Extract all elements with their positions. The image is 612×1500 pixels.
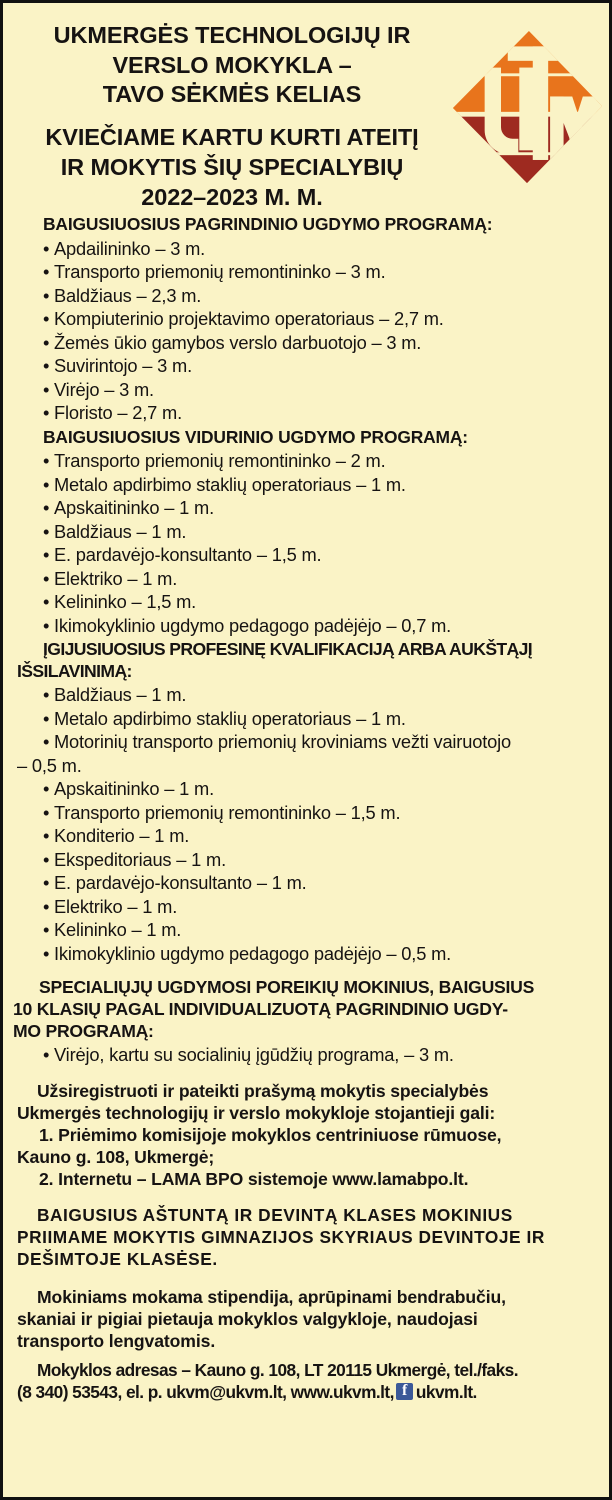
program-label: Virėjo, kartu su socialinių įgūdžių programa, – 3 m. (54, 1044, 454, 1066)
registration-line-1: Užsiregistruoti ir pateikti prašymą mokytis specialybės (37, 1080, 489, 1101)
program-label: Ikimokyklinio ugdymo pedagogo padėjėjo – 0,7 m. (54, 614, 452, 636)
bullet-icon: • (43, 544, 50, 566)
list-item (43, 567, 595, 591)
registration-option-2: 2. Internetu – LAMA BPO sistemoje www.lamabpo.lt. (39, 1169, 469, 1190)
registration-address: Kauno g. 108, Ukmergė; (17, 1146, 215, 1167)
contact-info (17, 1359, 595, 1403)
bullet-icon: • (43, 567, 50, 589)
bullet-icon: • (43, 731, 50, 753)
gymnasium-notice (17, 1204, 595, 1270)
section-heading-line-1: SPECIALIŲJŲ UGDYMOSI POREIKIŲ MOKINIUS, BAIGUSIUS (39, 977, 535, 998)
bullet-icon: • (43, 614, 50, 636)
program-label: Metalo apdirbimo staklių operatoriaus – 1 m. (54, 707, 406, 729)
list-item (43, 777, 595, 801)
benefits-line-3: transporto lengvatomis. (17, 1330, 216, 1351)
list-item (43, 590, 595, 614)
school-title-line-1: UKMERGĖS TECHNOLOGIJŲ IR (53, 22, 411, 48)
program-list (43, 1043, 595, 1067)
registration-line-2: Ukmergės technologijų ir verslo mokykloje stojantieji gali: (17, 1102, 496, 1123)
program-label: Transporto priemonių remontininko – 2 m. (54, 450, 386, 472)
program-section-special-needs (13, 977, 595, 1066)
school-title-line-2: VERSLO MOKYKLA – (112, 51, 352, 78)
list-item (43, 871, 595, 895)
program-label-continuation: – 0,5 m. (17, 754, 82, 776)
invitation-subtitle (17, 110, 447, 212)
program-label: Baldžiaus – 1 m. (54, 520, 187, 542)
registration-option-1: 1. Priėmimo komisijoje mokyklos centriniuose rūmuose, (39, 1124, 502, 1145)
bullet-icon: • (43, 473, 50, 495)
bullet-icon: • (43, 497, 50, 519)
contact-phone-email-web: (8 340) 53543, el. p. ukvm@ukvm.lt, www.ukvm.lt, (17, 1382, 394, 1403)
program-label: Kompiuterinio projektavimo operatoriaus – 2,7 m. (54, 308, 444, 330)
invitation-line-2: IR MOKYTIS ŠIŲ SPECIALYBIŲ (60, 153, 404, 180)
program-label: Žemės ūkio gamybos verslo darbuotojo – 3 m. (54, 331, 422, 353)
program-label: Baldžiaus – 1 m. (54, 684, 187, 706)
program-label: Kelininko – 1,5 m. (54, 591, 197, 613)
gymnasium-notice-line-1: BAIGUSIUS AŠTUNTĄ IR DEVINTĄ KLASES MOKINIUS (37, 1205, 513, 1226)
bullet-icon: • (43, 942, 50, 964)
program-label: Motorinių transporto priemonių kroviniams vežti vairuotojo (54, 731, 511, 753)
list-item (43, 942, 595, 966)
section-heading: BAIGUSIUOSIUS PAGRINDINIO UGDYMO PROGRAMĄ: (43, 214, 493, 235)
list-item (43, 496, 595, 520)
program-label: Baldžiaus – 2,3 m. (54, 284, 202, 306)
program-label: Konditerio – 1 m. (54, 825, 190, 847)
bullet-icon: • (43, 378, 50, 400)
program-label: E. pardavėjo-konsultanto – 1,5 m. (54, 544, 322, 566)
list-item (43, 449, 595, 473)
section-heading (17, 639, 595, 682)
program-label: Apskaitininko – 1 m. (54, 497, 214, 519)
list-item (43, 378, 595, 402)
program-label: Virėjo – 3 m. (54, 378, 154, 400)
bullet-icon: • (43, 872, 50, 894)
bullet-icon: • (43, 778, 50, 800)
section-heading-line-2: 10 KLASIŲ PAGAL INDIVIDUALIZUOTĄ PAGRINDINIO UGDY- (13, 999, 508, 1019)
utm-logo (450, 29, 604, 187)
program-label: Transporto priemonių remontininko – 3 m. (54, 261, 386, 283)
program-section-basic-education (17, 214, 595, 424)
list-item (43, 520, 595, 544)
program-list (43, 237, 595, 425)
gymnasium-notice-line-3: DEŠIMTOJE KLASĖSE. (17, 1249, 218, 1270)
bullet-icon: • (43, 895, 50, 917)
program-label: Elektriko – 1 m. (54, 895, 178, 917)
program-list (43, 449, 595, 637)
benefits-line-1: Mokiniams mokama stipendija, aprūpinami bendrabučiu, (37, 1286, 506, 1307)
list-item (43, 307, 595, 331)
bullet-icon: • (43, 284, 50, 306)
bullet-icon: • (43, 801, 50, 823)
bullet-icon: • (43, 331, 50, 353)
section-heading: BAIGUSIUOSIUS VIDURINIO UGDYMO PROGRAMĄ: (43, 426, 468, 447)
list-item (43, 707, 595, 731)
program-label: Transporto priemonių remontininko – 1,5 m. (54, 801, 401, 823)
school-year: 2022–2023 M. M. (141, 183, 323, 210)
program-section-secondary-education (17, 427, 595, 637)
program-label: Elektriko – 1 m. (54, 567, 178, 589)
bullet-icon: • (43, 825, 50, 847)
list-item (17, 730, 595, 777)
program-label: E. pardavėjo-konsultanto – 1 m. (54, 872, 307, 894)
list-item (43, 848, 595, 872)
program-list (17, 683, 595, 965)
contact-address: Mokyklos adresas – Kauno g. 108, LT 20115 Ukmergė, tel./faks. (37, 1359, 518, 1380)
list-item (43, 918, 595, 942)
section-heading-line-2: IŠSILAVINIMĄ: (17, 660, 132, 681)
gymnasium-notice-line-2: PRIIMAME MOKYTIS GIMNAZIJOS SKYRIAUS DEVINTOJE IR (17, 1227, 545, 1248)
program-label: Ikimokyklinio ugdymo pedagogo padėjėjo – 0,5 m. (54, 942, 452, 964)
list-item (43, 354, 595, 378)
list-item (43, 331, 595, 355)
section-heading (13, 977, 595, 1042)
header-text-block (17, 11, 447, 212)
list-item (43, 284, 595, 308)
bullet-icon: • (43, 402, 50, 424)
list-item (43, 683, 595, 707)
student-benefits (17, 1286, 595, 1352)
list-item (43, 824, 595, 848)
school-title-line-3: TAVO SĖKMĖS KELIAS (102, 81, 362, 108)
program-label: Metalo apdirbimo staklių operatoriaus – 1 m. (54, 473, 406, 495)
program-label: Apdailininko – 3 m. (54, 237, 206, 259)
program-label: Apskaitininko – 1 m. (54, 778, 214, 800)
bullet-icon: • (43, 1044, 50, 1066)
list-item (43, 237, 595, 261)
logo-diamond (450, 29, 604, 187)
bullet-icon: • (43, 707, 50, 729)
list-item (43, 543, 595, 567)
program-section-professional-qualification (17, 639, 595, 965)
list-item (43, 473, 595, 497)
facebook-handle[interactable]: ukvm.lt. (415, 1382, 477, 1403)
list-item (43, 260, 595, 284)
section-heading-line-3: MO PROGRAMĄ: (13, 1020, 154, 1041)
bullet-icon: • (43, 237, 50, 259)
section-heading-line-1: ĮGIJUSIUOSIUS PROFESINĘ KVALIFIKACIJĄ ARBA AUKŠTĄJĮ (43, 639, 533, 660)
invitation-line-1: KVIEČIAME KARTU KURTI ATEITĮ (45, 124, 419, 151)
contact-details (17, 1382, 477, 1402)
header (17, 11, 595, 212)
bullet-icon: • (43, 591, 50, 613)
utm-logo-svg (450, 29, 604, 187)
program-label: Floristo – 2,7 m. (54, 402, 182, 424)
bullet-icon: • (43, 684, 50, 706)
list-item (43, 801, 595, 825)
registration-instructions (17, 1080, 595, 1190)
bullet-icon: • (43, 308, 50, 330)
benefits-line-2: skaniai ir pigiai pietauja mokyklos valgykloje, naudojasi (17, 1308, 478, 1329)
bullet-icon: • (43, 261, 50, 283)
list-item (43, 1043, 595, 1067)
bullet-icon: • (43, 919, 50, 941)
list-item (43, 895, 595, 919)
bullet-icon: • (43, 520, 50, 542)
school-title (17, 11, 447, 110)
facebook-icon[interactable] (396, 1383, 413, 1400)
bullet-icon: • (43, 355, 50, 377)
program-label: Ekspeditoriaus – 1 m. (54, 848, 227, 870)
program-label: Kelininko – 1 m. (54, 919, 182, 941)
program-label: Suvirintojo – 3 m. (54, 355, 192, 377)
list-item (43, 401, 595, 425)
list-item (43, 614, 595, 638)
bullet-icon: • (43, 450, 50, 472)
bullet-icon: • (43, 848, 50, 870)
